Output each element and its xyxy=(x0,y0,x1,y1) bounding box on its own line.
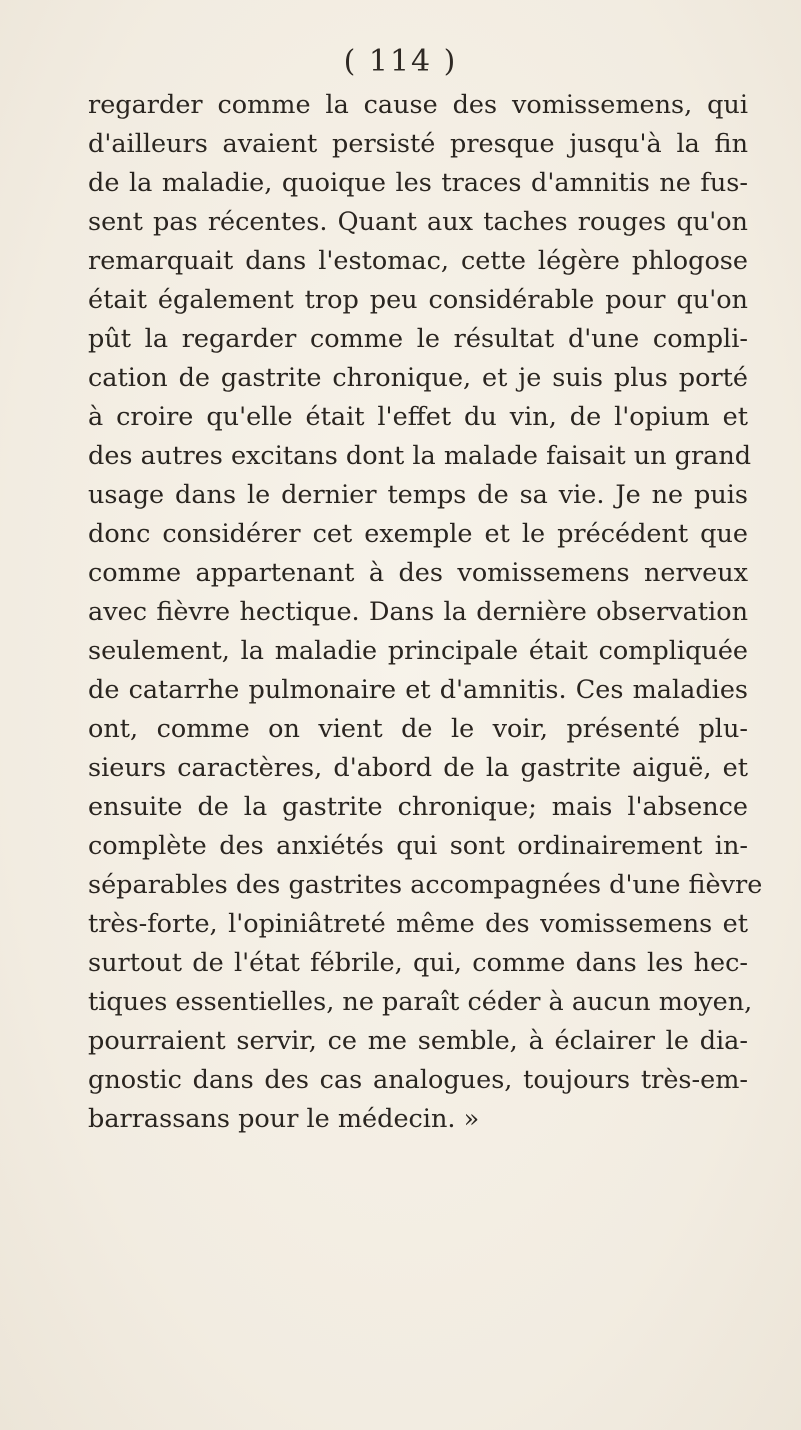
text-line: seulement, la maladie principale était compliquée xyxy=(88,636,748,666)
text-line: barrassans pour le médecin. » xyxy=(88,1104,480,1134)
text-line: pût la regarder comme le résultat d'une compli- xyxy=(88,324,748,354)
text-line: de catarrhe pulmonaire et d'amnitis. Ces maladies xyxy=(88,675,748,705)
text-line: très-forte, l'opiniâtreté même des vomissemens et xyxy=(88,909,748,939)
body-text xyxy=(88,86,763,1139)
text-line: ensuite de la gastrite chronique; mais l'absence xyxy=(88,792,748,822)
text-line: sent pas récentes. Quant aux taches rouges qu'on xyxy=(88,207,748,237)
text-line: à croire qu'elle était l'effet du vin, de l'opium et xyxy=(88,402,748,432)
text-line: cation de gastrite chronique, et je suis plus porté xyxy=(88,363,748,393)
text-line: gnostic dans des cas analogues, toujours très-em- xyxy=(88,1065,748,1095)
text-line: tiques essentielles, ne paraît céder à aucun moyen, xyxy=(88,987,753,1017)
text-line: remarquait dans l'estomac, cette légère phlogose xyxy=(88,246,748,276)
text-line: séparables des gastrites accompagnées d'une fièvre xyxy=(88,870,763,900)
page-number: ( 114 ) xyxy=(343,44,458,79)
text-line: usage dans le dernier temps de sa vie. Je ne puis xyxy=(88,480,748,510)
text-line: d'ailleurs avaient persisté presque jusqu'à la fin xyxy=(88,129,748,159)
text-line: des autres excitans dont la malade faisait un grand xyxy=(88,441,752,471)
text-line: donc considérer cet exemple et le précédent que xyxy=(88,519,748,549)
text-line: surtout de l'état fébrile, qui, comme dans les hec- xyxy=(88,948,748,978)
text-line: de la maladie, quoique les traces d'amnitis ne fus- xyxy=(88,168,748,198)
text-line: avec fièvre hectique. Dans la dernière observation xyxy=(88,597,748,627)
text-line: comme appartenant à des vomissemens nerveux xyxy=(88,558,748,588)
text-line: était également trop peu considérable pour qu'on xyxy=(88,285,748,315)
text-line: pourraient servir, ce me semble, à éclairer le dia- xyxy=(88,1026,748,1056)
text-line: complète des anxiétés qui sont ordinairement in- xyxy=(88,831,748,861)
text-line: ont, comme on vient de le voir, présenté plu- xyxy=(88,714,748,744)
text-line: sieurs caractères, d'abord de la gastrite aiguë, et xyxy=(88,753,748,783)
text-line: regarder comme la cause des vomissemens, qui xyxy=(88,90,748,120)
